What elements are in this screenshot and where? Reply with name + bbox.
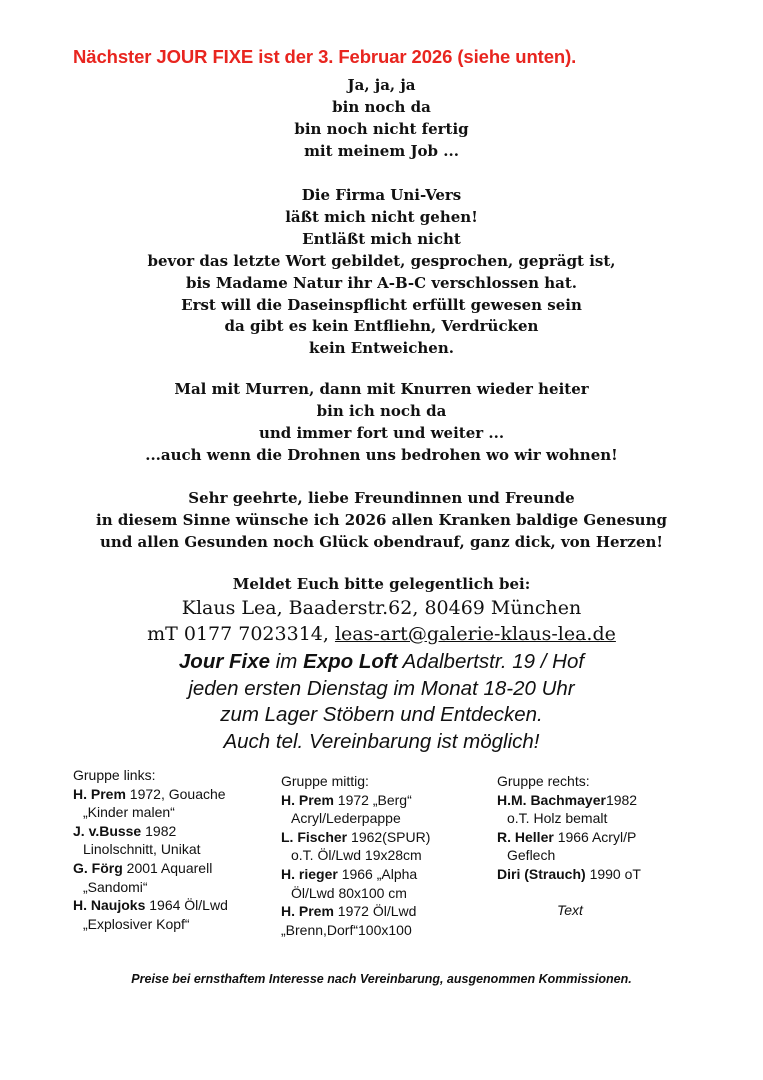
artwork-info: 1972, Gouache — [125, 785, 226, 802]
poem-line: Ja, ja, ja — [347, 76, 416, 94]
contact-address: Klaus Lea, Baaderstr.62, 80469 München — [181, 597, 582, 619]
jour-fixe-im: im — [270, 650, 304, 673]
poem-line: läßt mich nicht gehen! — [285, 207, 478, 226]
price-note: Preise bei ernsthaftem Interesse nach Vereinbarung, ausgenommen Kommissionen. — [131, 972, 632, 986]
contact-phone-line — [0, 623, 763, 645]
artwork-detail: Öl/Lwd 80x100 cm — [291, 884, 407, 901]
artist-name: H. Prem — [281, 791, 334, 808]
artwork-entry — [281, 791, 430, 810]
jour-fixe-venue: Expo Loft — [303, 650, 398, 673]
poem-stanza-3 — [0, 379, 763, 467]
artwork-detail: Acryl/Lederpappe — [291, 810, 401, 827]
artwork-entry — [281, 865, 430, 884]
jour-fixe-line-4: Auch tel. Vereinbarung ist möglich! — [223, 729, 540, 753]
right-group-caption: Text — [557, 902, 583, 918]
poem-stanza-1 — [0, 75, 763, 163]
artist-name: H. Prem — [281, 903, 334, 920]
greeting-line: Sehr geehrte, liebe Freundinnen und Freunde — [188, 489, 575, 507]
group-left — [73, 766, 228, 933]
artwork-info: 1966 Acryl/P — [553, 828, 637, 845]
artwork-entry — [73, 785, 228, 804]
greeting-line: in diesem Sinne wünsche ich 2026 allen Kranken baldige Genesung — [96, 510, 667, 529]
group-title: Gruppe links: — [73, 767, 156, 783]
poem-line: und immer fort und weiter ... — [258, 423, 505, 442]
jour-fixe-line-3: zum Lager Stöbern und Entdecken. — [220, 703, 543, 726]
artwork-info: 1972 „Berg“ — [333, 791, 412, 808]
artwork-info: 1962(SPUR) — [347, 828, 431, 845]
contact-phone: mT 0177 7023314, — [147, 623, 335, 645]
artist-name: R. Heller — [497, 828, 554, 845]
artist-name: H. rieger — [281, 865, 338, 882]
next-jour-fixe-headline: Nächster JOUR FIXE ist der 3. Februar 2026 (siehe unten). — [73, 46, 577, 67]
group-middle — [281, 772, 430, 939]
group-right — [497, 772, 641, 884]
artist-name: Diri (Strauch) — [497, 865, 586, 882]
artwork-entry — [497, 791, 641, 810]
poem-line: Erst will die Daseinspflicht erfüllt gewesen sein — [181, 295, 582, 314]
artwork-info: 1982 — [141, 822, 177, 839]
artist-name: H. Naujoks — [73, 897, 146, 914]
artwork-info: 1972 Öl/Lwd — [333, 903, 417, 920]
group-title: Gruppe mittig: — [281, 773, 369, 789]
poem-stanza-2 — [0, 185, 763, 360]
artwork-info: 2001 Aquarell — [122, 859, 213, 876]
jour-fixe-line-2: jeden ersten Dienstag im Monat 18-20 Uhr — [188, 676, 575, 700]
contact-email-link[interactable]: leas-art@galerie-klaus-lea.de — [334, 623, 616, 645]
poem-line: bin noch da — [332, 97, 431, 116]
artist-name: J. v.Busse — [73, 822, 142, 839]
poem-line: Die Firma Uni-Vers — [301, 186, 462, 204]
artwork-info: 1982 — [605, 791, 638, 808]
artwork-entry — [281, 902, 430, 921]
artwork-info: 1990 oT — [585, 865, 641, 882]
poem-line: da gibt es kein Entfliehn, Verdrücken — [224, 317, 539, 336]
jour-fixe-block — [0, 649, 763, 755]
poem-line: Mal mit Murren, dann mit Knurren wieder heiter — [174, 380, 589, 398]
greeting — [0, 488, 763, 554]
artwork-detail: Geflech — [507, 847, 556, 864]
poem-line: bin ich noch da — [316, 401, 447, 420]
artwork-entry — [73, 896, 228, 915]
artist-name: L. Fischer — [281, 828, 348, 845]
artwork-detail: „Kinder malen“ — [83, 804, 175, 821]
poem-line: kein Entweichen. — [309, 339, 454, 358]
poem-line: bin noch nicht fertig — [294, 119, 469, 138]
artwork-entry — [73, 822, 228, 841]
group-title: Gruppe rechts: — [497, 773, 590, 789]
jour-fixe-street: Adalbertstr. 19 / Hof — [397, 650, 585, 673]
artist-name: H.M. Bachmayer — [497, 791, 606, 808]
artwork-entry — [497, 828, 641, 847]
poem-line: bis Madame Natur ihr A-B-C verschlossen hat. — [185, 273, 578, 292]
artwork-detail: o.T. Holz bemalt — [507, 810, 608, 827]
poem-line: ...auch wenn die Drohnen uns bedrohen wo wir wohnen! — [145, 445, 618, 464]
poem-line: Entläßt mich nicht — [302, 229, 461, 248]
artwork-detail: o.T. Öl/Lwd 19x28cm — [291, 847, 422, 864]
artist-name: G. Förg — [73, 859, 123, 876]
jour-fixe-title: Jour Fixe — [178, 650, 271, 673]
poem-line: bevor das letzte Wort gebildet, gesprochen, geprägt ist, — [147, 251, 616, 270]
artist-name: H. Prem — [73, 785, 126, 802]
artwork-detail: Linolschnitt, Unikat — [83, 841, 201, 858]
jour-fixe-line-1 — [0, 649, 763, 676]
greeting-line: und allen Gesunden noch Glück obendrauf, ganz dick, von Herzen! — [100, 532, 663, 551]
artwork-entry — [281, 828, 430, 847]
poem-line: mit meinem Job ... — [304, 141, 459, 160]
artwork-entry — [73, 859, 228, 878]
artwork-detail: „Sandomi“ — [83, 878, 148, 895]
artwork-info: 1964 Öl/Lwd — [145, 897, 228, 914]
artwork-entry — [497, 865, 641, 884]
artwork-detail: „Explosiver Kopf“ — [83, 915, 190, 932]
contact-prompt: Meldet Euch bitte gelegentlich bei: — [232, 575, 531, 593]
artwork-detail: „Brenn,Dorf“100x100 — [281, 921, 412, 938]
artwork-info: 1966 „Alpha — [337, 865, 418, 882]
